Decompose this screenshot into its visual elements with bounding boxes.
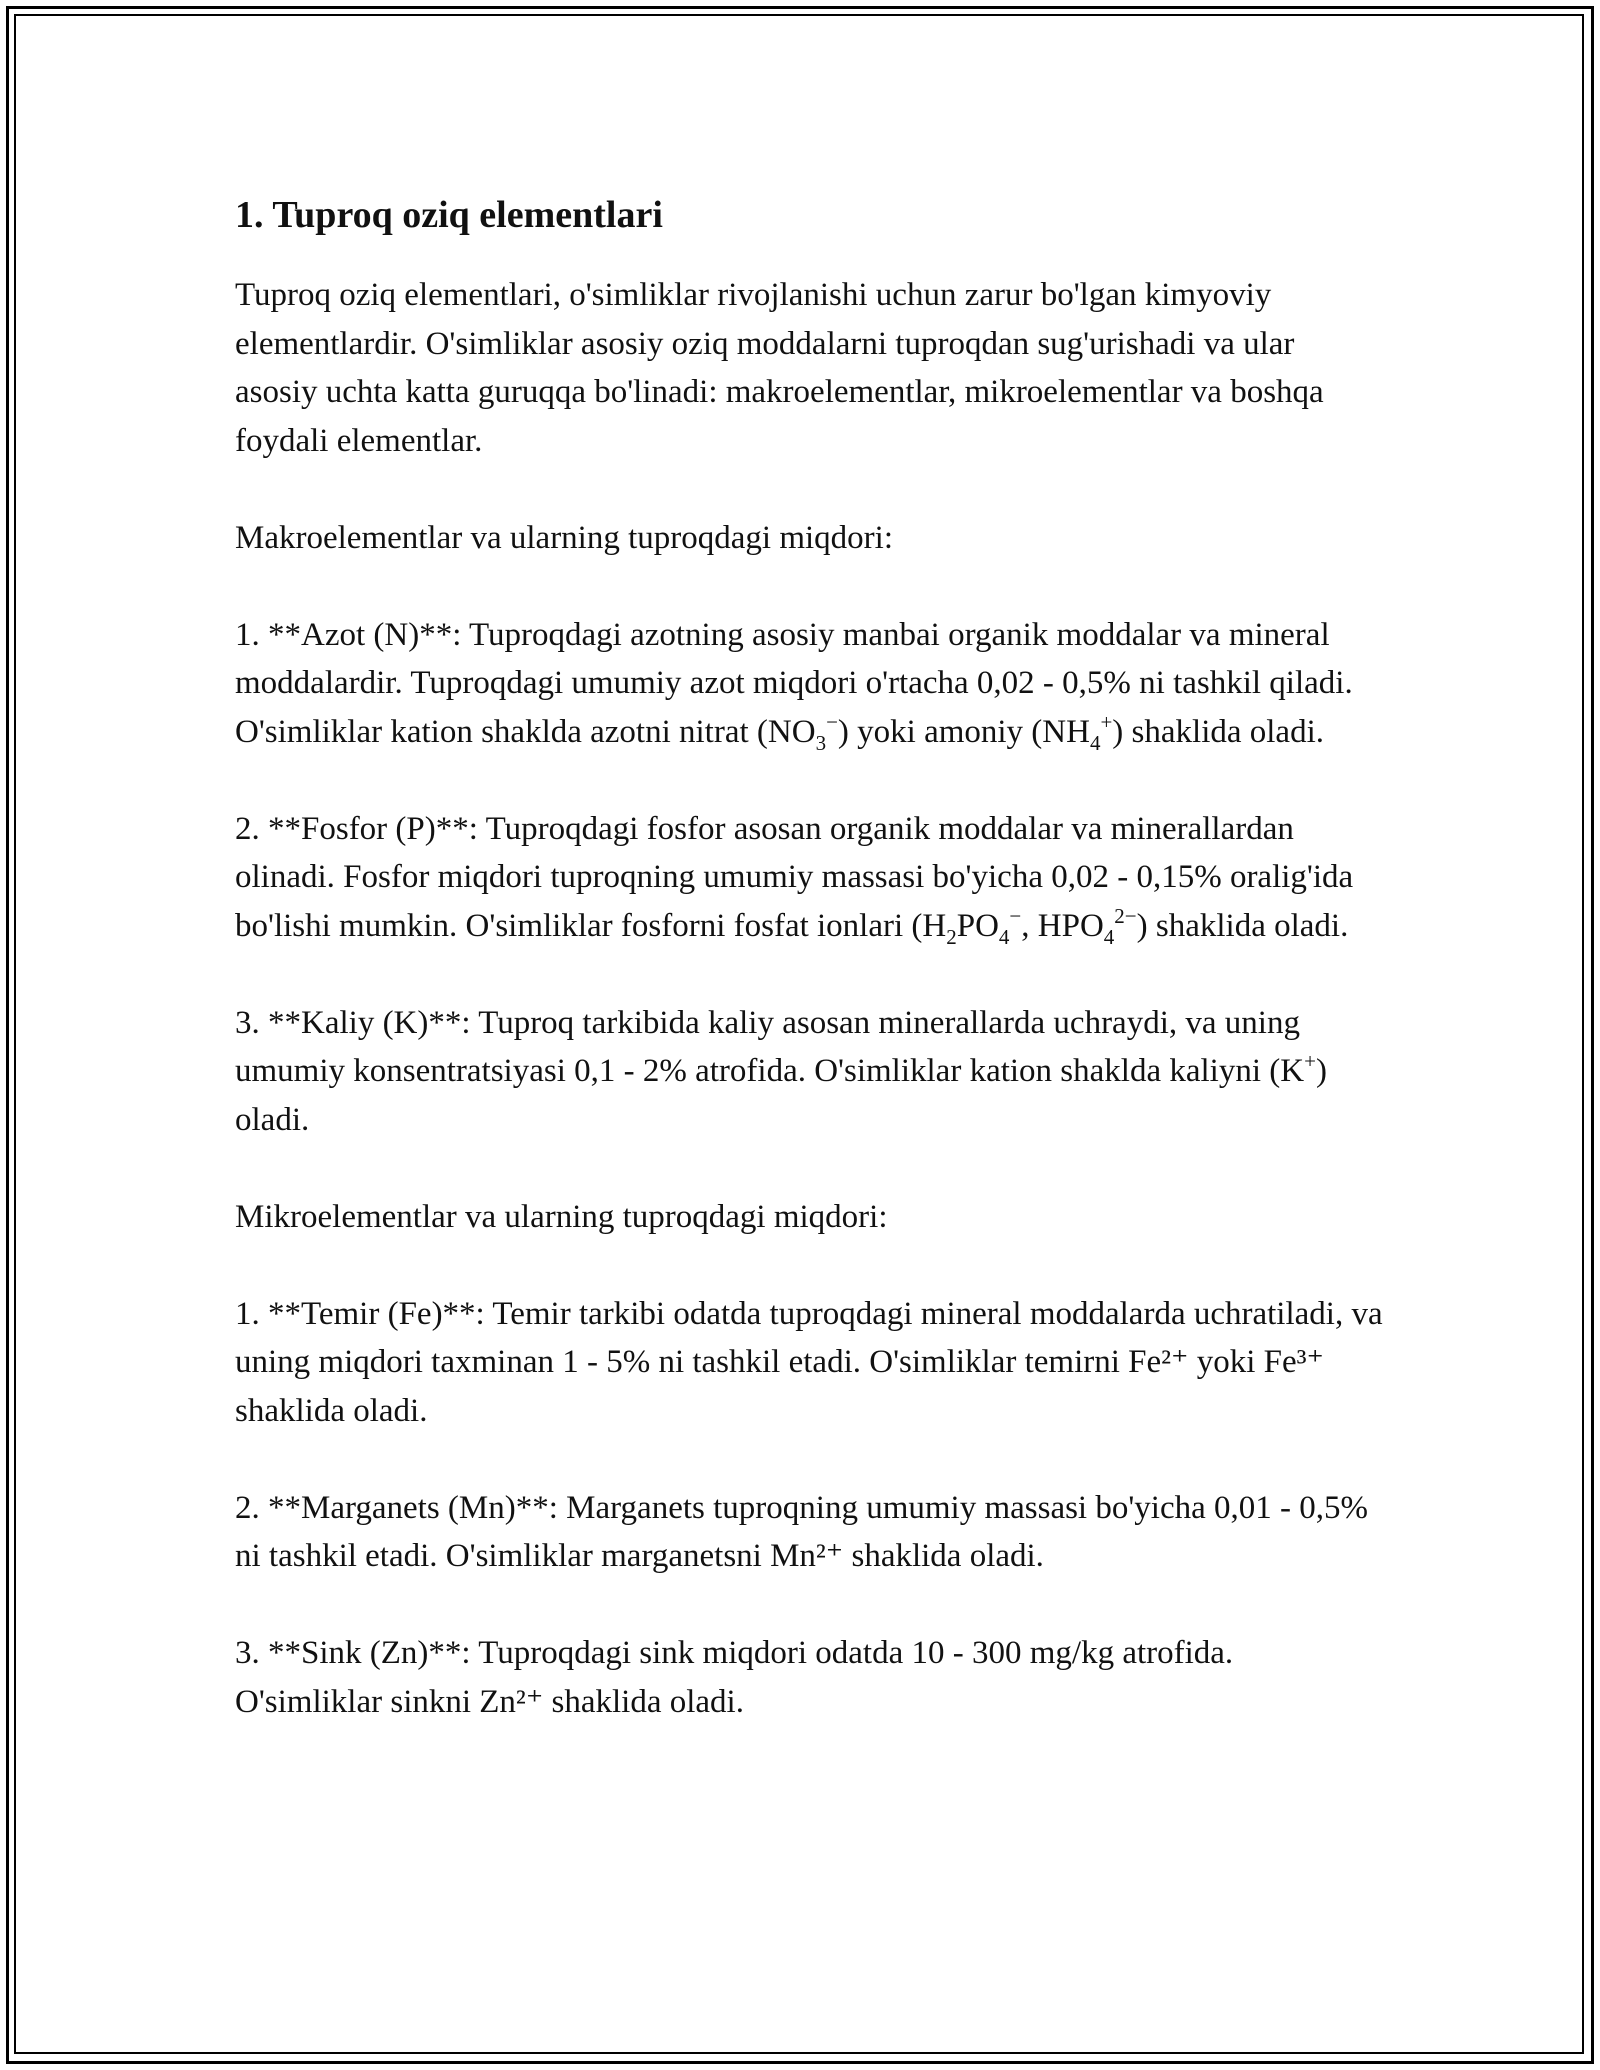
micro-item-manganese: 2. **Marganets (Mn)**: Marganets tuproqning umumiy massasi bo'yicha 0,01 - 0,5% ni tashkil etadi. O'simliklar marganetsni Mn²⁺ shaklida oladi.	[235, 1489, 1368, 1574]
micro-heading: Mikroelementlar va ularning tuproqdagi miqdori:	[235, 1198, 888, 1235]
macro-heading: Makroelementlar va ularning tuproqdagi miqdori:	[235, 519, 893, 556]
macro-item-nitrogen: 1. **Azot (N)**: Tuproqdagi azotning asosiy manbai organik moddalar va mineral moddalardir. Tuproqdagi umumiy azot miqdori o'rtacha 0,02 - 0,5% ni tashkil qiladi. O'simliklar kation shaklda azotni nitrat $(NO_3^-)$ yoki amoniy $(NH_4^+)$ shaklida oladi.	[235, 616, 1353, 755]
document-body	[235, 185, 1385, 1775]
micro-item-iron: 1. **Temir (Fe)**: Temir tarkibi odatda tuproqdagi mineral moddalarda uchratiladi, va uning miqdori taxminan 1 - 5% ni tashkil etadi. O'simliklar temirni Fe²⁺ yoki Fe³⁺ shaklida oladi.	[235, 1295, 1383, 1429]
intro-paragraph: Tuproq oziq elementlari, o'simliklar rivojlanishi uchun zarur bo'lgan kimyoviy elementlardir. O'simliklar asosiy oziq moddalarni tuproqdan sug'urishadi va ular asosiy uchta katta guruqqa bo'linadi: makroelementlar, mikroelementlar va boshqa foydali elementlar.	[235, 277, 1324, 459]
macro-item-phosphorus: 2. **Fosfor (P)**: Tuproqdagi fosfor asosan organik moddalar va minerallardan olinadi. Fosfor miqdori tuproqning umumiy massasi bo'yicha 0,02 - 0,15% oralig'ida bo'lishi mumkin. O'simliklar fosforni fosfat ionlari ($H_2PO_4^-$, $HPO_4^{2-}$) shaklida oladi.	[235, 810, 1354, 949]
micro-item-zinc: 3. **Sink (Zn)**: Tuproqdagi sink miqdori odatda 10 - 300 mg/kg atrofida. O'simliklar sinkni Zn²⁺ shaklida oladi.	[235, 1635, 1234, 1720]
macro-item-potassium: 3. **Kaliy (K)**: Tuproq tarkibida kaliy asosan minerallarda uchraydi, va uning umumiy konsentratsiyasi 0,1 - 2% atrofida. O'simliklar kation shaklda kaliyni (K+) oladi.	[235, 1004, 1327, 1138]
page-title: 1. Tuproq oziq elementlari	[235, 194, 663, 236]
